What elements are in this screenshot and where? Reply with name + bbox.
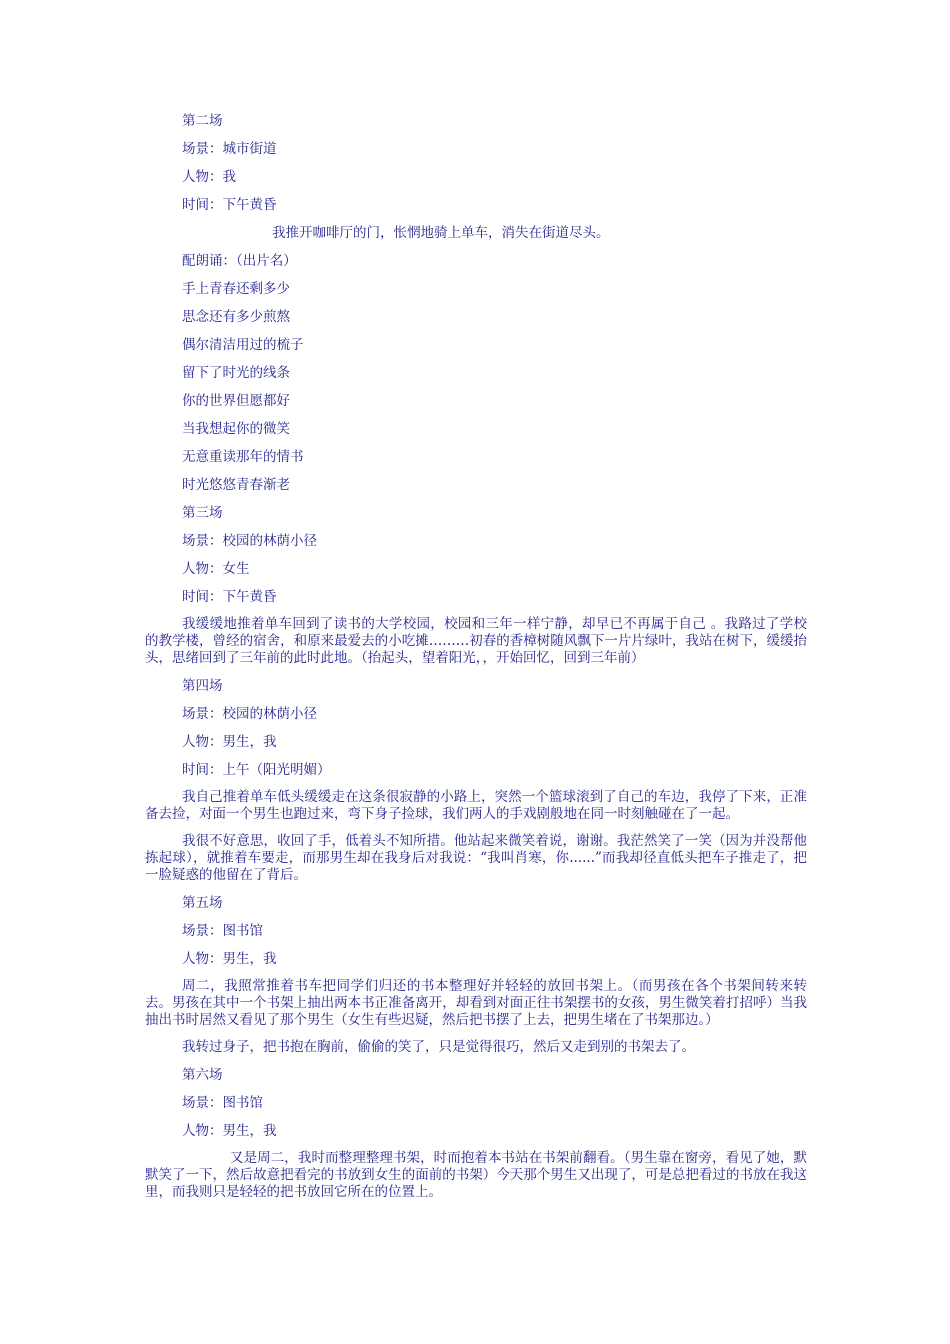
poem-line: 手上青春还剩多少 — [182, 281, 290, 297]
poem-line: 偶尔清洁用过的梳子 — [182, 337, 304, 353]
scene-paragraph: 我自己推着单车低头缓缓走在这条很寂静的小路上，突然一个篮球滚到了自己的车边，我停了下来，正准备去捡，对面一个男生也跑过来，弯下身子捡球，我们两人的手戏剧般地在同一时刻触碰在了一起。 — [145, 789, 807, 822]
poem-line: 留下了时光的线条 — [182, 365, 290, 381]
scene-action: 我推开咖啡厅的门，怅惘地骑上单车，消失在街道尽头。 — [272, 225, 610, 241]
scene-paragraph: 周二，我照常推着书车把同学们归还的书本整理好并轻轻的放回书架上。（而男孩在各个书架间转来转去。男孩在其中一个书架上抽出两本书正准备离开，却看到对面正往书架摆书的女孩，男生微笑着打招呼）当我抽出书时居然又看见了那个男生（女生有些迟疑，然后把书摆了上去，把男生堵在了书架那边。） — [145, 978, 807, 1028]
scene-heading: 第二场 — [182, 113, 223, 129]
scene-heading: 第五场 — [182, 895, 223, 911]
scene-characters: 人物：女生 — [182, 561, 250, 577]
scene-paragraph: 我缓缓地推着单车回到了读书的大学校园，校园和三年一样宁静，却早已不再属于自己 。我路过了学校的教学楼，曾经的宿舍，和原来最爱去的小吃摊………初春的香樟树随风飘下一片片绿叶，我站在树下，缓缓抬头，思绪回到了三年前的此时此地。（抬起头，望着阳光，，开始回忆，回到三年前） — [145, 616, 807, 666]
poem-line: 你的世界但愿都好 — [182, 393, 290, 409]
scene-characters: 人物：男生，我 — [182, 734, 277, 750]
narration-label: 配朗诵：（出片名） — [182, 253, 297, 269]
scene-paragraph: 我很不好意思，收回了手，低着头不知所措。他站起来微笑着说，谢谢。我茫然笑了一笑（因为并没帮他拣起球），就推着车要走，而那男生却在我身后对我说：“我叫肖寒，你......”而我却径直低头把车子推走了，把一脸疑惑的他留在了背后。 — [145, 833, 807, 883]
scene-heading: 第四场 — [182, 678, 223, 694]
script-body — [145, 112, 807, 1211]
poem-line: 思念还有多少煎熬 — [182, 309, 290, 325]
scene-time: 时间：下午黄昏 — [182, 589, 277, 605]
scene-heading: 第三场 — [182, 505, 223, 521]
scene-heading: 第六场 — [182, 1067, 223, 1083]
scene-characters: 人物：我 — [182, 169, 236, 185]
scene-setting: 场景：图书馆 — [182, 923, 263, 939]
scene-characters: 人物：男生，我 — [182, 1123, 277, 1139]
scene-setting: 场景：图书馆 — [182, 1095, 263, 1111]
poem-line: 当我想起你的微笑 — [182, 421, 290, 437]
scene-time: 时间：上午（阳光明媚） — [182, 762, 331, 778]
scene-characters: 人物：男生，我 — [182, 951, 277, 967]
scene-paragraph: 我转过身子，把书抱在胸前，偷偷的笑了，只是觉得很巧，然后又走到别的书架去了。 — [182, 1039, 695, 1055]
poem-line: 无意重读那年的情书 — [182, 449, 304, 465]
scene-setting: 场景：城市街道 — [182, 141, 277, 157]
poem-line: 时光悠悠青春渐老 — [182, 477, 290, 493]
scene-setting: 场景：校园的林荫小径 — [182, 706, 317, 722]
scene-paragraph: 又是周二，我时而整理整理书架，时而抱着本书站在书架前翻看。（男生靠在窗旁，看见了她，默默笑了一下，然后故意把看完的书放到女生的面前的书架）今天那个男生又出现了，可是总把看过的书放在我这里，而我则只是轻轻的把书放回它所在的位置上。 — [145, 1150, 807, 1200]
scene-setting: 场景：校园的林荫小径 — [182, 533, 317, 549]
scene-time: 时间：下午黄昏 — [182, 197, 277, 213]
